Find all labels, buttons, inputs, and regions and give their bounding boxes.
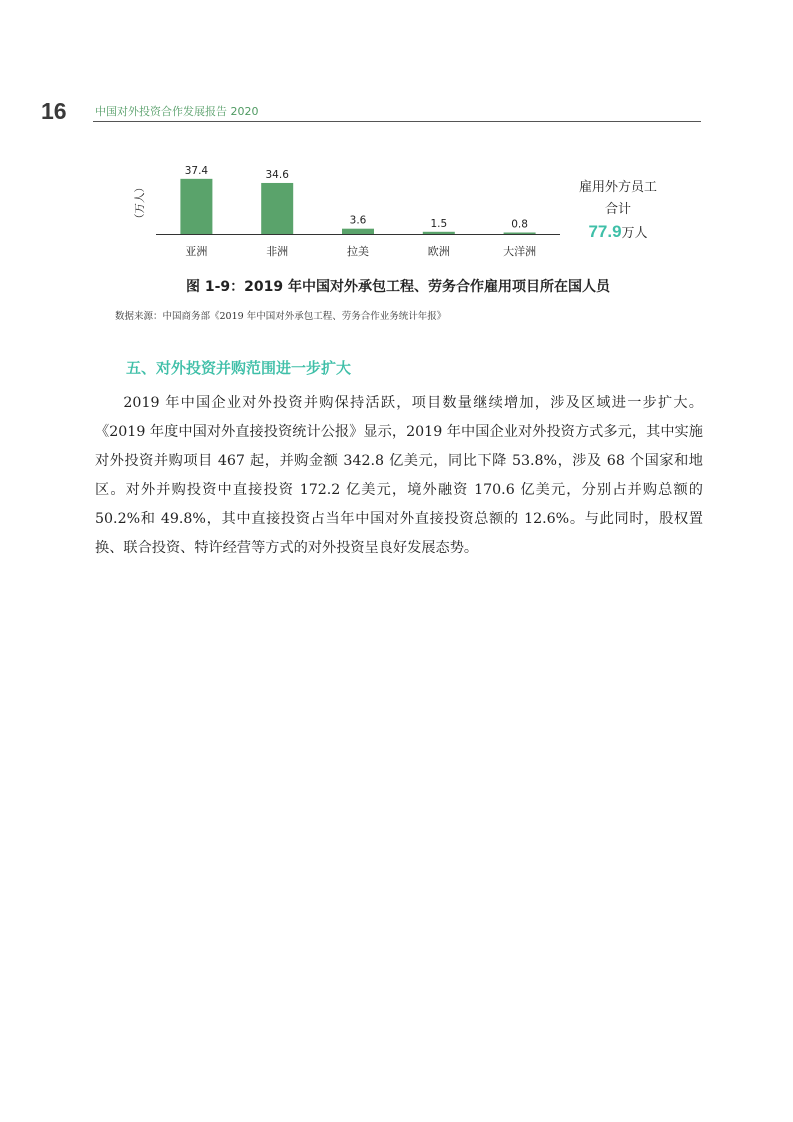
bar [423, 232, 455, 234]
page-number: 16 [41, 98, 67, 124]
bar-value-label: 3.6 [349, 214, 367, 227]
figure-caption: 图 1-9：2019 年中国对外承包工程、劳务合作雇用项目所在国人员 [185, 279, 610, 295]
employee-bar-chart [0, 150, 793, 266]
bar [342, 229, 374, 234]
bar-value-label: 0.8 [511, 218, 528, 231]
category-label: 非洲 [266, 245, 289, 258]
category-label: 拉美 [347, 245, 369, 258]
category-label: 大洋洲 [503, 245, 537, 258]
bar [180, 179, 212, 234]
total-label-line1: 雇用外方员工 [578, 180, 657, 195]
bar [261, 183, 293, 234]
running-header-title: 中国对外投资合作发展报告 2020 [95, 105, 259, 118]
data-source-note: 数据来源：中国商务部《2019 年中国对外承包工程、劳务合作业务统计年报》 [115, 311, 447, 322]
total-value [566, 222, 670, 242]
y-axis-label: （万人） [134, 182, 146, 224]
total-unit: 万人 [621, 226, 648, 241]
header-divider [93, 121, 701, 122]
category-label: 亚洲 [185, 245, 208, 258]
bar-value-label: 34.6 [265, 168, 289, 181]
bar-value-label: 37.4 [184, 164, 209, 177]
total-label [566, 177, 670, 221]
category-label: 欧洲 [427, 245, 450, 258]
bar-value-label: 1.5 [430, 217, 448, 230]
body-paragraph: 2019 年中国企业对外投资并购保持活跃，项目数量继续增加，涉及区域进一步扩大。《2019 年度中国对外直接投资统计公报》显示，2019 年中国企业对外投资方式多元，其中实施对外投资并购项目 467 起，并购金额 342.8 亿美元，同比下降 53.8%，涉及 68 个国家和地区。对外并购投资中直接投资 172.2 亿美元，境外融资 170.6 亿美元，分别占并购总额的 50.2%和 49.8%，其中直接投资占当年中国对外直接投资总额的 12.6%。与此同时，股权置换、联合投资、特许经营等方式的对外投资呈良好发展态势。 [95, 395, 703, 556]
bar [504, 233, 536, 235]
total-number: 77.9 [588, 222, 622, 241]
total-label-line2: 合计 [604, 202, 631, 217]
section-heading: 五、对外投资并购范围进一步扩大 [126, 359, 352, 377]
